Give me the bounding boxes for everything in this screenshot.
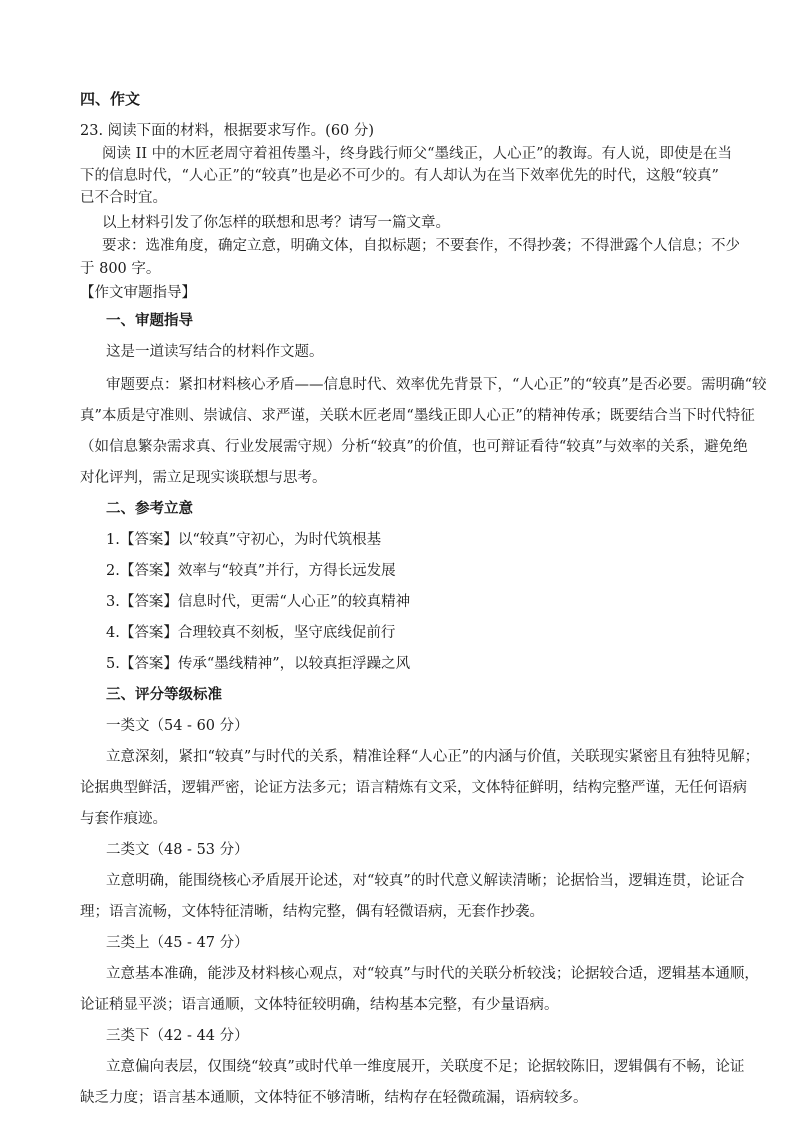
grade-text-line: 立意明确，能围绕核心矛盾展开论述，对“较真”的时代意义解读清晰；论据恰当，逻辑连贯，论证合	[106, 873, 745, 889]
grade-text-line: 立意深刻，紧扣“较真”与时代的关系，精准诠释“人心正”的内涵与价值，关联现实紧密且有独特见解；	[106, 749, 760, 765]
grade-label: 二类文（48 - 53 分）	[106, 842, 249, 858]
grade-text-line: 立意偏向表层，仅围绕“较真”或时代单一维度展开，关联度不足；论据较陈旧，逻辑偶有不畅，论证	[106, 1059, 745, 1075]
grade-text-line: 论证稍显平淡；语言通顺，文体特征较明确，结构基本完整，有少量语病。	[80, 997, 559, 1013]
writing-prompt: 以上材料引发了你怎样的联想和思考？请写一篇文章。	[102, 215, 450, 231]
answer-item: 2.【答案】效率与“较真”并行，方得长远发展	[106, 563, 396, 579]
answer-item: 4.【答案】合理较真不刻板，坚守底线促前行	[106, 625, 396, 641]
grade-text-line: 立意基本准确，能涉及材料核心观点，对“较真”与时代的关联分析较浅；论据较合适，逻辑基本通顺，	[106, 966, 759, 982]
grade-text-line: 论据典型鲜活，逻辑严密，论证方法多元；语言精炼有文采，文体特征鲜明，结构完整严谨，无任何语病	[80, 780, 747, 796]
material-line-1: 阅读 II 中的木匠老周守着祖传墨斗，终身践行师父“墨线正，人心正”的教诲。有人说，即使是在当	[102, 146, 732, 162]
part1-intro: 这是一道读写结合的材料作文题。	[106, 344, 324, 360]
part2-heading: 二、参考立意	[106, 500, 193, 517]
question-stem: 23. 阅读下面的材料，根据要求写作。(60 分)	[80, 123, 375, 139]
section-heading: 四、作文	[80, 90, 141, 108]
grade-label: 三类下（42 - 44 分）	[106, 1028, 249, 1044]
part1-line-3: （如信息繁杂需求真、行业发展需守规）分析“较真”的价值，也可辩证看待“较真”与效率的关系，避免绝	[80, 439, 748, 455]
requirement-line-1: 要求：选准角度，确定立意，明确文体，自拟标题；不要套作，不得抄袭；不得泄露个人信息；不少	[102, 238, 740, 254]
part3-heading: 三、评分等级标准	[106, 686, 222, 703]
answer-item: 3.【答案】信息时代，更需“人心正”的较真精神	[106, 594, 411, 610]
grade-text-line: 缺乏力度；语言基本通顺，文体特征不够清晰，结构存在轻微疏漏，语病较多。	[80, 1090, 588, 1106]
part1-line-2: 真”本质是守准则、崇诚信、求严谨，关联木匠老周“墨线正即人心正”的精神传承；既要结合当下时代特征	[80, 408, 755, 424]
grade-text-line: 理；语言流畅，文体特征清晰，结构完整，偶有轻微语病，无套作抄袭。	[80, 904, 544, 920]
part1-line-1: 审题要点：紧扣材料核心矛盾——信息时代、效率优先背景下，“人心正”的“较真”是否必要。需明确“较	[106, 377, 767, 393]
part1-heading: 一、审题指导	[106, 312, 193, 329]
part1-line-4: 对化评判，需立足现实谈联想与思考。	[80, 470, 327, 486]
grade-label: 三类上（45 - 47 分）	[106, 935, 249, 951]
answer-item: 1.【答案】以“较真”守初心，为时代筑根基	[106, 532, 382, 548]
grade-label: 一类文（54 - 60 分）	[106, 718, 249, 734]
answer-item: 5.【答案】传承“墨线精神”，以较真拒浮躁之风	[106, 656, 411, 672]
material-line-2: 下的信息时代，“人心正”的“较真”也是必不可少的。有人却认为在当下效率优先的时代，这般“较真”	[80, 168, 719, 184]
requirement-line-2: 于 800 字。	[80, 261, 161, 277]
material-line-3: 已不合时宜。	[80, 190, 167, 206]
grade-text-line: 与套作痕迹。	[80, 811, 167, 827]
guide-title: 【作文审题指导】	[80, 285, 196, 301]
